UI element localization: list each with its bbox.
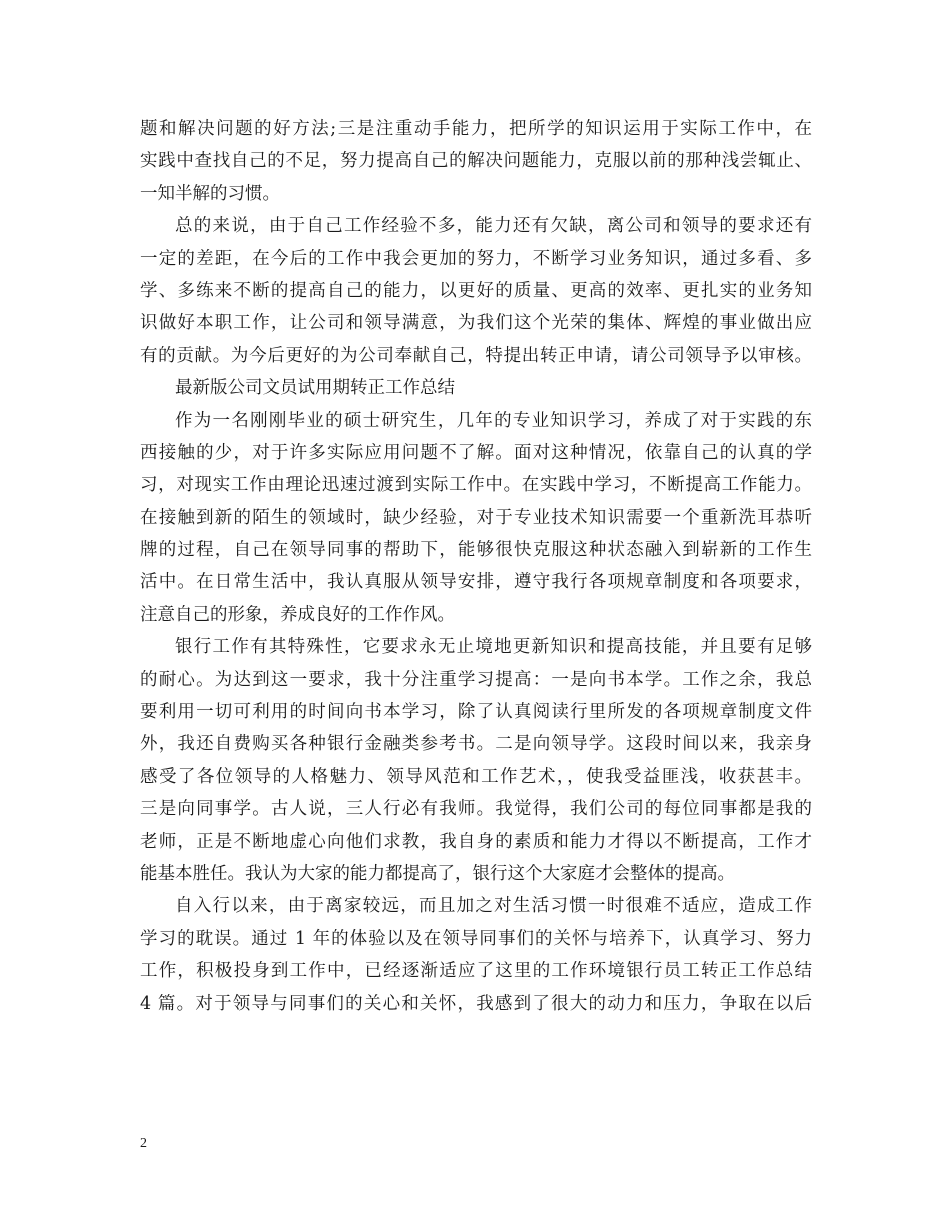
text-line: 一定的差距，在今后的工作中我会更加的努力，不断学习业务知识，通过多看、多 xyxy=(140,248,812,269)
text-line: 老师，正是不断地虚心向他们求教，我自身的素质和能力才得以不断提高，工作才 xyxy=(140,831,812,852)
text-line: 学习的耽误。通过 1 年的体验以及在领导同事们的关怀与培养下，认真学习、努力 xyxy=(140,928,812,949)
text-line: 西接触的少，对于许多实际应用问题不了解。面对这种情况，依靠自己的认真的学 xyxy=(140,442,812,463)
text-line: 有的贡献。为今后更好的为公司奉献自己，特提出转正申请，请公司领导予以审核。 xyxy=(140,345,812,366)
text-line: 活中。在日常生活中，我认真服从领导安排，遵守我行各项规章制度和各项要求， xyxy=(140,572,812,593)
text-line: 三是向同事学。古人说，三人行必有我师。我觉得，我们公司的每位同事都是我的 xyxy=(140,799,812,820)
text-line: 习，对现实工作由理论迅速过渡到实际工作中。在实践中学习，不断提高工作能力。 xyxy=(140,475,812,496)
text-line: 牌的过程，自己在领导同事的帮助下，能够很快克服这种状态融入到崭新的工作生 xyxy=(140,540,812,561)
text-line: 感受了各位领导的人格魅力、领导风范和工作艺术，，使我受益匪浅，收获甚丰。 xyxy=(140,766,812,787)
text-line: 要利用一切可利用的时间向书本学习，除了认真阅读行里所发的各项规章制度文件 xyxy=(140,702,812,723)
page-number: 2 xyxy=(140,1136,147,1151)
text-line: 注意自己的形象，养成良好的工作作风。 xyxy=(140,604,455,625)
text-line: 外，我还自费购买各种银行金融类参考书。二是向领导学。这段时间以来，我亲身 xyxy=(140,734,812,755)
paragraph-start-line: 银行工作有其特殊性，它要求永无止境地更新知识和提高技能，并且要有足够 xyxy=(175,637,812,658)
document-body xyxy=(140,113,812,1020)
paragraph-start-line: 自入行以来，由于离家较远，而且加之对生活习惯一时很难不适应，造成工作 xyxy=(175,896,812,917)
text-line: 识做好本职工作，让公司和领导满意，为我们这个光荣的集体、辉煌的事业做出应 xyxy=(140,313,812,334)
paragraph-start-line: 总的来说，由于自己工作经验不多，能力还有欠缺，离公司和领导的要求还有 xyxy=(175,216,812,237)
text-line: 实践中查找自己的不足，努力提高自己的解决问题能力，克服以前的那种浅尝辄止、 xyxy=(140,151,812,172)
paragraph-start-line: 作为一名刚刚毕业的硕士研究生，几年的专业知识学习，养成了对于实践的东 xyxy=(175,410,812,431)
text-line: 学、多练来不断的提高自己的能力，以更好的质量、更高的效率、更扎实的业务知 xyxy=(140,280,812,301)
text-line: 能基本胜任。我认为大家的能力都提高了，银行这个大家庭才会整体的提高。 xyxy=(140,863,735,884)
text-line: 题和解决问题的好方法;三是注重动手能力，把所学的知识运用于实际工作中，在 xyxy=(140,119,812,139)
text-line: 工作，积极投身到工作中，已经逐渐适应了这里的工作环境银行员工转正工作总结 xyxy=(140,961,812,982)
text-line: 在接触到新的陌生的领域时，缺少经验，对于专业技术知识需要一个重新洗耳恭听 xyxy=(140,507,812,528)
section-heading: 最新版公司文员试用期转正工作总结 xyxy=(175,378,455,399)
text-line: 一知半解的习惯。 xyxy=(140,183,280,204)
text-line: 的耐心。为达到这一要求，我十分注重学习提高：一是向书本学。工作之余，我总 xyxy=(140,669,812,690)
text-line: 4 篇。对于领导与同事们的关心和关怀，我感到了很大的动力和压力，争取在以后 xyxy=(140,993,812,1014)
